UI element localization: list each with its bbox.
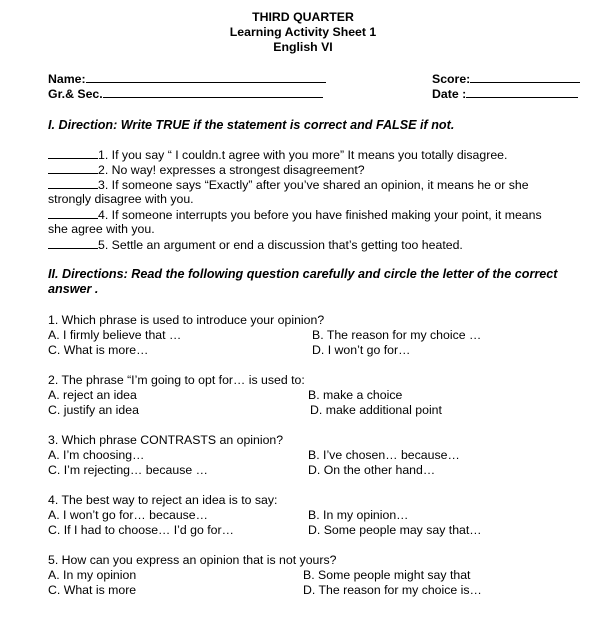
question-2: 2. The phrase “I’m going to opt for… is used to: — [48, 373, 305, 387]
option-b[interactable]: B. In my opinion… — [308, 508, 409, 522]
option-c[interactable]: C. justify an idea — [48, 403, 139, 417]
option-a[interactable]: A. I firmly believe that … — [48, 328, 182, 342]
option-d[interactable]: D. The reason for my choice is… — [303, 583, 482, 597]
answer-blank[interactable] — [48, 147, 98, 159]
tf-item-1 — [48, 147, 507, 163]
answer-blank[interactable] — [48, 207, 98, 219]
part1-direction: I. Direction: Write TRUE if the statement is correct and FALSE if not. — [48, 118, 455, 132]
name-blank[interactable] — [86, 71, 326, 83]
question-5: 5. How can you express an opinion that is not yours? — [48, 553, 337, 567]
sheet-title: Learning Activity Sheet 1 — [229, 25, 377, 39]
date-blank[interactable] — [466, 86, 578, 98]
tf-item-text: 3. If someone says “Exactly” after you’ve shared an opinion, it means he or she — [98, 178, 529, 192]
tf-item-text: 1. If you say “ I couldn.t agree with you more” It means you totally disagree. — [98, 148, 508, 162]
grade-section-field[interactable] — [48, 86, 323, 102]
score-label: Score: — [432, 72, 471, 86]
option-a[interactable]: A. I won’t go for… because… — [48, 508, 208, 522]
question-1: 1. Which phrase is used to introduce your opinion? — [48, 313, 325, 327]
score-blank[interactable] — [470, 71, 580, 83]
option-c[interactable]: C. I’m rejecting… because … — [48, 463, 208, 477]
option-b[interactable]: B. make a choice — [308, 388, 403, 402]
name-field[interactable] — [48, 71, 326, 87]
option-d[interactable]: D. Some people may say that… — [308, 523, 482, 537]
question-4: 4. The best way to reject an idea is to say: — [48, 493, 278, 507]
tf-item-4-cont: she agree with you. — [48, 222, 155, 236]
grade-section-blank[interactable] — [103, 86, 323, 98]
tf-item-text: 2. No way! expresses a strongest disagreement? — [98, 163, 365, 177]
option-d[interactable]: D. On the other hand… — [308, 463, 436, 477]
option-b[interactable]: B. Some people might say that — [303, 568, 471, 582]
part2-direction: II. Directions: Read the following question carefully and circle the letter of the correct — [48, 267, 558, 281]
option-a[interactable]: A. reject an idea — [48, 388, 137, 402]
tf-item-4 — [48, 207, 542, 223]
date-label: Date : — [432, 87, 467, 101]
option-b[interactable]: B. I’ve chosen… because… — [308, 448, 460, 462]
tf-item-2 — [48, 162, 365, 178]
score-field[interactable] — [432, 71, 580, 87]
part2-direction-cont: answer . — [48, 282, 99, 296]
name-label: Name: — [48, 72, 86, 86]
answer-blank[interactable] — [48, 237, 98, 249]
option-d[interactable]: D. make additional point — [310, 403, 442, 417]
option-a[interactable]: A. In my opinion — [48, 568, 137, 582]
option-b[interactable]: B. The reason for my choice … — [312, 328, 482, 342]
tf-item-text: 4. If someone interrupts you before you have finished making your point, it means — [98, 208, 542, 222]
tf-item-3-cont: strongly disagree with you. — [48, 192, 194, 206]
option-c[interactable]: C. If I had to choose… I’d go for… — [48, 523, 234, 537]
date-field[interactable] — [432, 86, 578, 102]
grade-section-label: Gr.& Sec. — [48, 87, 103, 101]
option-d[interactable]: D. I won’t go for… — [312, 343, 411, 357]
answer-blank[interactable] — [48, 177, 98, 189]
quarter-heading: THIRD QUARTER — [252, 10, 354, 24]
option-c[interactable]: C. What is more — [48, 583, 137, 597]
tf-item-3 — [48, 177, 529, 193]
option-a[interactable]: A. I’m choosing… — [48, 448, 145, 462]
option-c[interactable]: C. What is more… — [48, 343, 149, 357]
subject-heading: English VI — [273, 40, 333, 54]
answer-blank[interactable] — [48, 162, 98, 174]
question-3: 3. Which phrase CONTRASTS an opinion? — [48, 433, 284, 447]
tf-item-text: 5. Settle an argument or end a discussion that’s getting too heated. — [98, 238, 463, 252]
tf-item-5 — [48, 237, 463, 253]
